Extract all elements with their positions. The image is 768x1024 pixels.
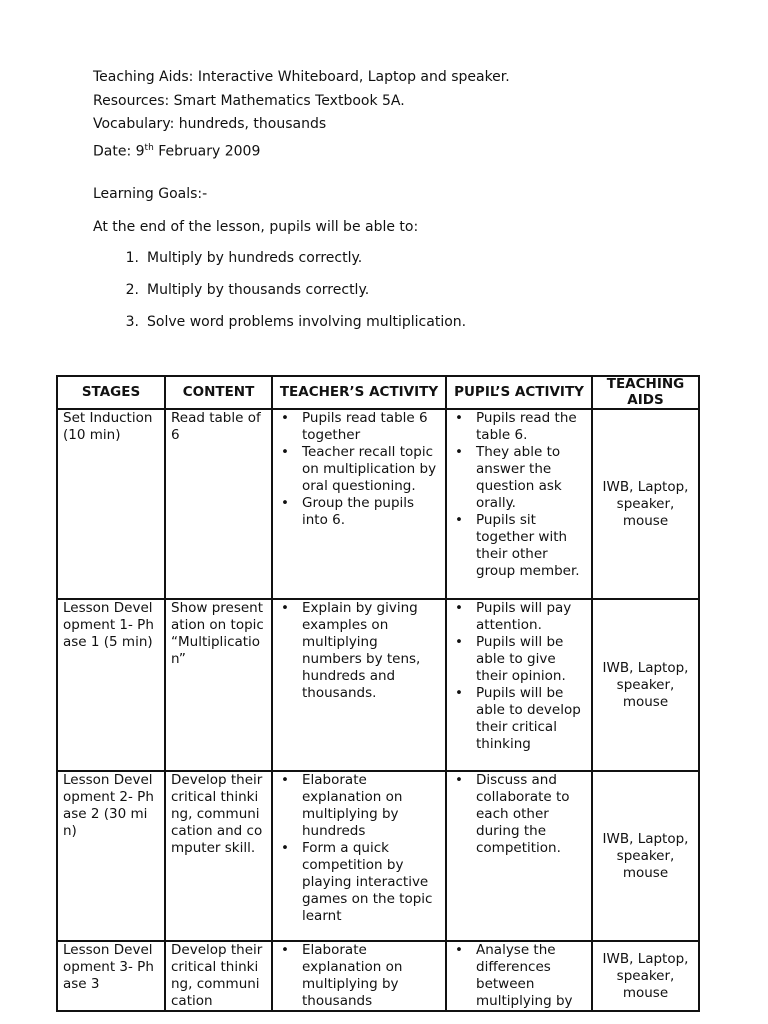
date-prefix: Date: 9: [93, 143, 145, 160]
content-cell: Develop their critical thinking, communication and computer skill.: [165, 771, 272, 941]
pupil-activity-cell: [446, 599, 592, 771]
list-item: • Pupils will be able to develop their critical thinking: [472, 685, 586, 753]
header-pupil-activity: PUPIL’S ACTIVITY: [446, 376, 592, 409]
goal-number: 3.: [125, 314, 139, 330]
list-item: • Group the pupils into 6.: [298, 495, 440, 529]
teaching-aids-cell: IWB, Laptop, speaker, mouse: [592, 409, 699, 599]
goal-item: [93, 282, 466, 314]
list-item: • Discuss and collaborate to each other during the competition.: [472, 772, 586, 857]
learning-goals-list: [93, 250, 466, 346]
list-item: • Pupils will pay attention.: [472, 600, 586, 634]
learning-goals-title: Learning Goals:-: [93, 186, 208, 202]
list-item: • Pupils will be able to give their opinion.: [472, 634, 586, 685]
teaching-aids-cell: IWB, Laptop, speaker, mouse: [592, 599, 699, 771]
teaching-aids-cell: IWB, Laptop, speaker, mouse: [592, 941, 699, 1011]
list-item: • Pupils sit together with their other group member.: [472, 512, 586, 580]
list-item: • Pupils read the table 6.: [472, 410, 586, 444]
table-row: [57, 941, 699, 1011]
header-content: CONTENT: [165, 376, 272, 409]
content-cell: Develop their critical thinking, communication: [165, 941, 272, 1011]
pupil-activity-cell: [446, 771, 592, 941]
date-suffix: February 2009: [153, 143, 261, 160]
teacher-activity-cell: [272, 771, 446, 941]
header-teaching-aids: TEACHING AIDS: [592, 376, 699, 409]
learning-goals-intro: At the end of the lesson, pupils will be able to:: [93, 219, 419, 235]
resources-line: Resources: Smart Mathematics Textbook 5A.: [93, 92, 405, 109]
list-item: • Teacher recall topic on multiplication by oral questioning.: [298, 444, 440, 495]
header-teacher-activity: TEACHER’S ACTIVITY: [272, 376, 446, 409]
table-row: [57, 771, 699, 941]
list-item: • Explain by giving examples on multiplying numbers by tens, hundreds and thousands.: [298, 600, 440, 702]
stage-cell: Set Induction (10 min): [57, 409, 165, 599]
date-line: [93, 137, 510, 164]
table-row: [57, 599, 699, 771]
pupil-activity-cell: [446, 941, 592, 1011]
header-stages: STAGES: [57, 376, 165, 409]
teacher-activity-cell: [272, 599, 446, 771]
stage-cell: Lesson Development 1- Phase 1 (5 min): [57, 599, 165, 771]
content-cell: Read table of 6: [165, 409, 272, 599]
date-ordinal: th: [144, 142, 154, 153]
list-item: • Analyse the differences between multiplying by: [472, 942, 586, 1010]
teacher-activity-cell: [272, 409, 446, 599]
lesson-plan-table: [56, 375, 700, 1012]
teacher-activity-cell: [272, 941, 446, 1011]
pupil-activity-cell: [446, 409, 592, 599]
list-item: • Elaborate explanation on multiplying by hundreds: [298, 772, 440, 840]
goal-text: Multiply by thousands correctly.: [147, 282, 370, 298]
list-item: • Form a quick competition by playing interactive games on the topic learnt: [298, 840, 440, 925]
lesson-meta: [93, 66, 510, 164]
goal-item: [93, 314, 466, 346]
table-row: [57, 409, 699, 599]
teaching-aids-line: Teaching Aids: Interactive Whiteboard, Laptop and speaker.: [93, 69, 510, 85]
content-cell: Show presentation on topic “Multiplication”: [165, 599, 272, 771]
table-header-row: [57, 376, 699, 409]
goal-text: Solve word problems involving multiplication.: [147, 314, 467, 330]
list-item: • Pupils read table 6 together: [298, 410, 440, 444]
vocabulary-line: Vocabulary: hundreds, thousands: [93, 116, 327, 132]
goal-number: 2.: [125, 282, 139, 298]
stage-cell: Lesson Development 3- Phase 3: [57, 941, 165, 1011]
goal-text: Multiply by hundreds correctly.: [147, 250, 363, 266]
teaching-aids-cell: IWB, Laptop, speaker, mouse: [592, 771, 699, 941]
goal-item: [93, 250, 466, 282]
list-item: • Elaborate explanation on multiplying by thousands: [298, 942, 440, 1010]
stage-cell: Lesson Development 2- Phase 2 (30 min): [57, 771, 165, 941]
goal-number: 1.: [125, 250, 139, 266]
list-item: • They able to answer the question ask orally.: [472, 444, 586, 512]
